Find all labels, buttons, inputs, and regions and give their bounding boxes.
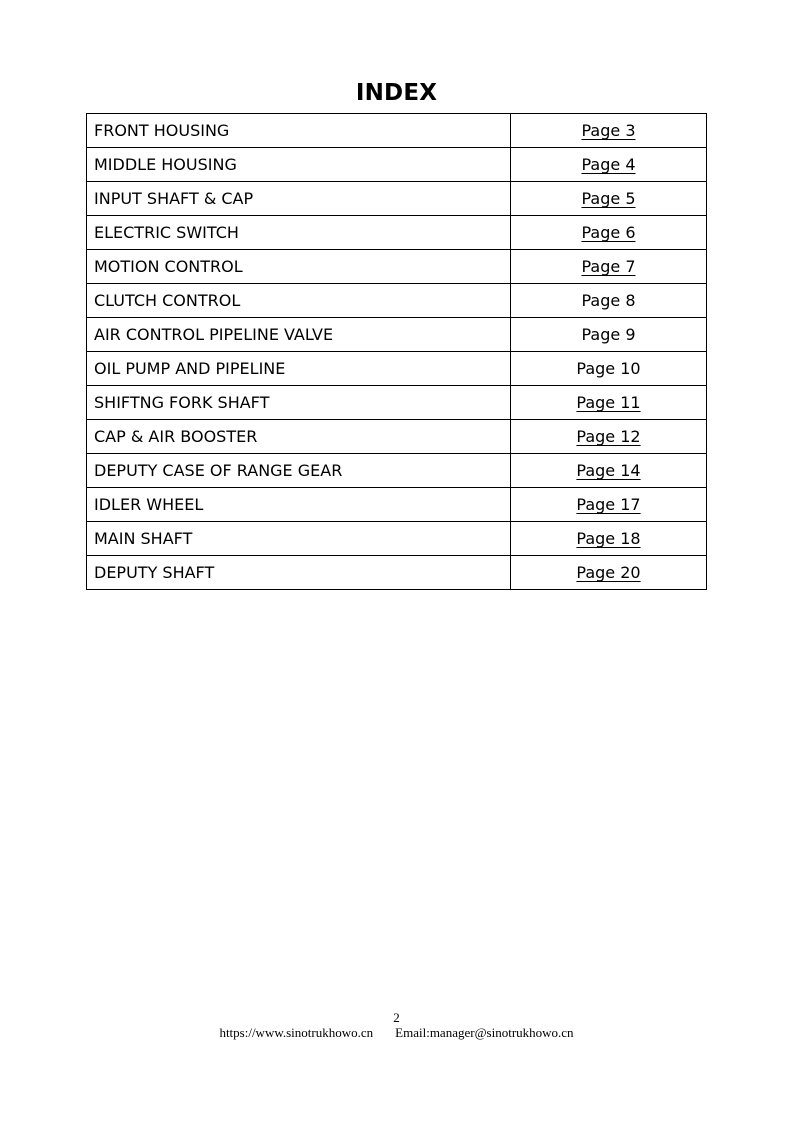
page-cell [511, 420, 707, 454]
page-cell [511, 522, 707, 556]
page-link[interactable]: Page 20 [576, 563, 641, 582]
section-name: MIDDLE HOUSING [87, 148, 511, 182]
page-number-text: Page 9 [581, 325, 636, 344]
page-cell [511, 250, 707, 284]
section-name: MAIN SHAFT [87, 522, 511, 556]
page-link[interactable]: Page 11 [576, 393, 641, 412]
table-row [87, 352, 707, 386]
table-row [87, 250, 707, 284]
page-cell [511, 386, 707, 420]
page-link[interactable]: Page 18 [576, 529, 641, 548]
footer-page-number: 2 [393, 1010, 400, 1025]
table-row [87, 488, 707, 522]
section-name: OIL PUMP AND PIPELINE [87, 352, 511, 386]
page-cell [511, 148, 707, 182]
footer-website-link[interactable]: https://www.sinotrukhowo.cn [219, 1025, 374, 1040]
section-name: CAP & AIR BOOSTER [87, 420, 511, 454]
footer-email[interactable]: Email:manager@sinotrukhowo.cn [395, 1025, 574, 1040]
page-title: INDEX [355, 80, 438, 106]
section-name: FRONT HOUSING [87, 114, 511, 148]
section-name: IDLER WHEEL [87, 488, 511, 522]
section-name: CLUTCH CONTROL [87, 284, 511, 318]
page-cell [511, 488, 707, 522]
table-row [87, 318, 707, 352]
page-number-text: Page 8 [581, 291, 636, 310]
page-number-text: Page 10 [576, 359, 641, 378]
section-name: MOTION CONTROL [87, 250, 511, 284]
table-row [87, 556, 707, 590]
table-row [87, 114, 707, 148]
page-link[interactable]: Page 3 [581, 121, 636, 140]
page-cell [511, 182, 707, 216]
table-row [87, 386, 707, 420]
table-row [87, 454, 707, 488]
page-link[interactable]: Page 5 [581, 189, 636, 208]
page-cell [511, 114, 707, 148]
page-link[interactable]: Page 17 [576, 495, 641, 514]
table-row [87, 284, 707, 318]
table-row [87, 216, 707, 250]
page-link[interactable]: Page 7 [581, 257, 636, 276]
table-row [87, 522, 707, 556]
page-cell [511, 318, 707, 352]
page-cell [511, 454, 707, 488]
section-name: ELECTRIC SWITCH [87, 216, 511, 250]
page-link[interactable]: Page 6 [581, 223, 636, 242]
page-cell [511, 352, 707, 386]
page-link[interactable]: Page 14 [576, 461, 641, 480]
table-row [87, 182, 707, 216]
page-cell [511, 216, 707, 250]
section-name: DEPUTY SHAFT [87, 556, 511, 590]
footer-contact [0, 1025, 793, 1041]
section-name: AIR CONTROL PIPELINE VALVE [87, 318, 511, 352]
page-cell [511, 556, 707, 590]
section-name: DEPUTY CASE OF RANGE GEAR [87, 454, 511, 488]
page-cell [511, 284, 707, 318]
index-table [86, 113, 707, 590]
index-table-body [87, 114, 707, 590]
page-link[interactable]: Page 4 [581, 155, 636, 174]
page-link[interactable]: Page 12 [576, 427, 641, 446]
table-row [87, 420, 707, 454]
section-name: SHIFTNG FORK SHAFT [87, 386, 511, 420]
section-name: INPUT SHAFT & CAP [87, 182, 511, 216]
table-row [87, 148, 707, 182]
